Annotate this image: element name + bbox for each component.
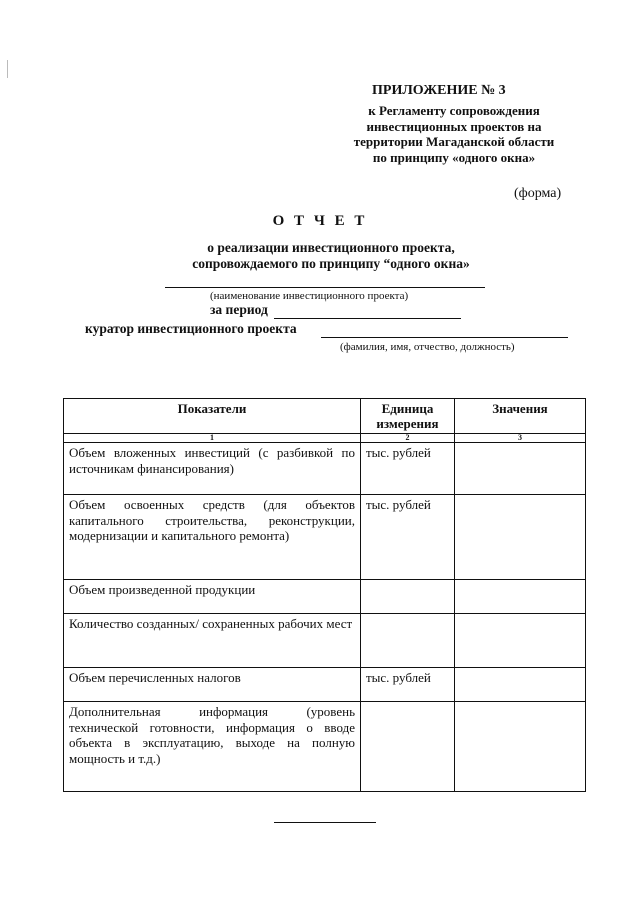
- scan-artifact: [7, 60, 8, 78]
- appendix-subtitle-line: инвестиционных проектов на: [366, 118, 542, 134]
- unit-cell: тыс. рублей: [361, 668, 455, 702]
- table-row: [64, 668, 586, 702]
- appendix-subtitle-line: территории Магаданской области: [353, 134, 555, 149]
- table-row: [64, 580, 586, 614]
- bottom-separator-line: [274, 822, 376, 823]
- form-label: (форма): [514, 186, 562, 201]
- indicator-cell: Количество созданных/ сохраненных рабочих мест: [64, 614, 361, 668]
- table-header-row: [64, 399, 586, 434]
- appendix-subtitle-line: по принципу «одного окна»: [372, 149, 536, 165]
- table-row: [64, 443, 586, 495]
- unit-cell: тыс. рублей: [361, 495, 455, 580]
- curator-caption: (фамилия, имя, отчество, должность): [340, 341, 515, 353]
- indicator-cell: Объем освоенных средств (для объектов капитального строительства, реконструкции, модернизации и капитального ремонта): [64, 495, 361, 580]
- report-subtitle-line: о реализации инвестиционного проекта,: [207, 240, 455, 255]
- table-row: [64, 702, 586, 792]
- header-values: Значения: [455, 399, 586, 434]
- report-table: [63, 398, 586, 792]
- column-number: 1: [64, 434, 361, 443]
- project-name-caption: (наименование инвестиционного проекта): [210, 290, 409, 302]
- indicator-cell: Объем произведенной продукции: [64, 580, 361, 614]
- column-number: 3: [455, 434, 586, 443]
- value-cell[interactable]: [455, 580, 586, 614]
- value-cell[interactable]: [455, 443, 586, 495]
- value-cell[interactable]: [455, 614, 586, 668]
- report-subtitle-line: сопровождаемого по принципу “одного окна»: [192, 256, 470, 271]
- indicator-cell: Дополнительная информация (уровень технической готовности, информация о вводе объекта в эксплуатацию, выходе на полную мощность и т.д.): [64, 702, 361, 792]
- curator-line[interactable]: [321, 337, 568, 338]
- unit-cell: [361, 702, 455, 792]
- appendix-subtitle: [318, 103, 590, 165]
- indicator-cell: Объем перечисленных налогов: [64, 668, 361, 702]
- value-cell[interactable]: [455, 702, 586, 792]
- report-title: О Т Ч Е Т: [272, 213, 368, 229]
- unit-cell: тыс. рублей: [361, 443, 455, 495]
- project-name-line[interactable]: [165, 287, 485, 288]
- period-label: за период: [210, 302, 268, 317]
- indicator-cell: Объем вложенных инвестиций (с разбивкой по источникам финансирования): [64, 443, 361, 495]
- appendix-subtitle-line: к Регламенту сопровождения: [368, 103, 540, 118]
- column-numbers-row: [64, 434, 586, 443]
- value-cell[interactable]: [455, 668, 586, 702]
- table-row: [64, 614, 586, 668]
- table-row: [64, 495, 586, 580]
- value-cell[interactable]: [455, 495, 586, 580]
- appendix-title: ПРИЛОЖЕНИЕ № 3: [372, 83, 506, 98]
- header-unit: Единица измерения: [361, 399, 455, 434]
- header-indicators: Показатели: [64, 399, 361, 434]
- unit-cell: [361, 614, 455, 668]
- column-number: 2: [361, 434, 455, 443]
- unit-cell: [361, 580, 455, 614]
- report-subtitle: [150, 240, 512, 272]
- period-line[interactable]: [274, 318, 461, 319]
- curator-label: куратор инвестиционного проекта: [85, 321, 297, 336]
